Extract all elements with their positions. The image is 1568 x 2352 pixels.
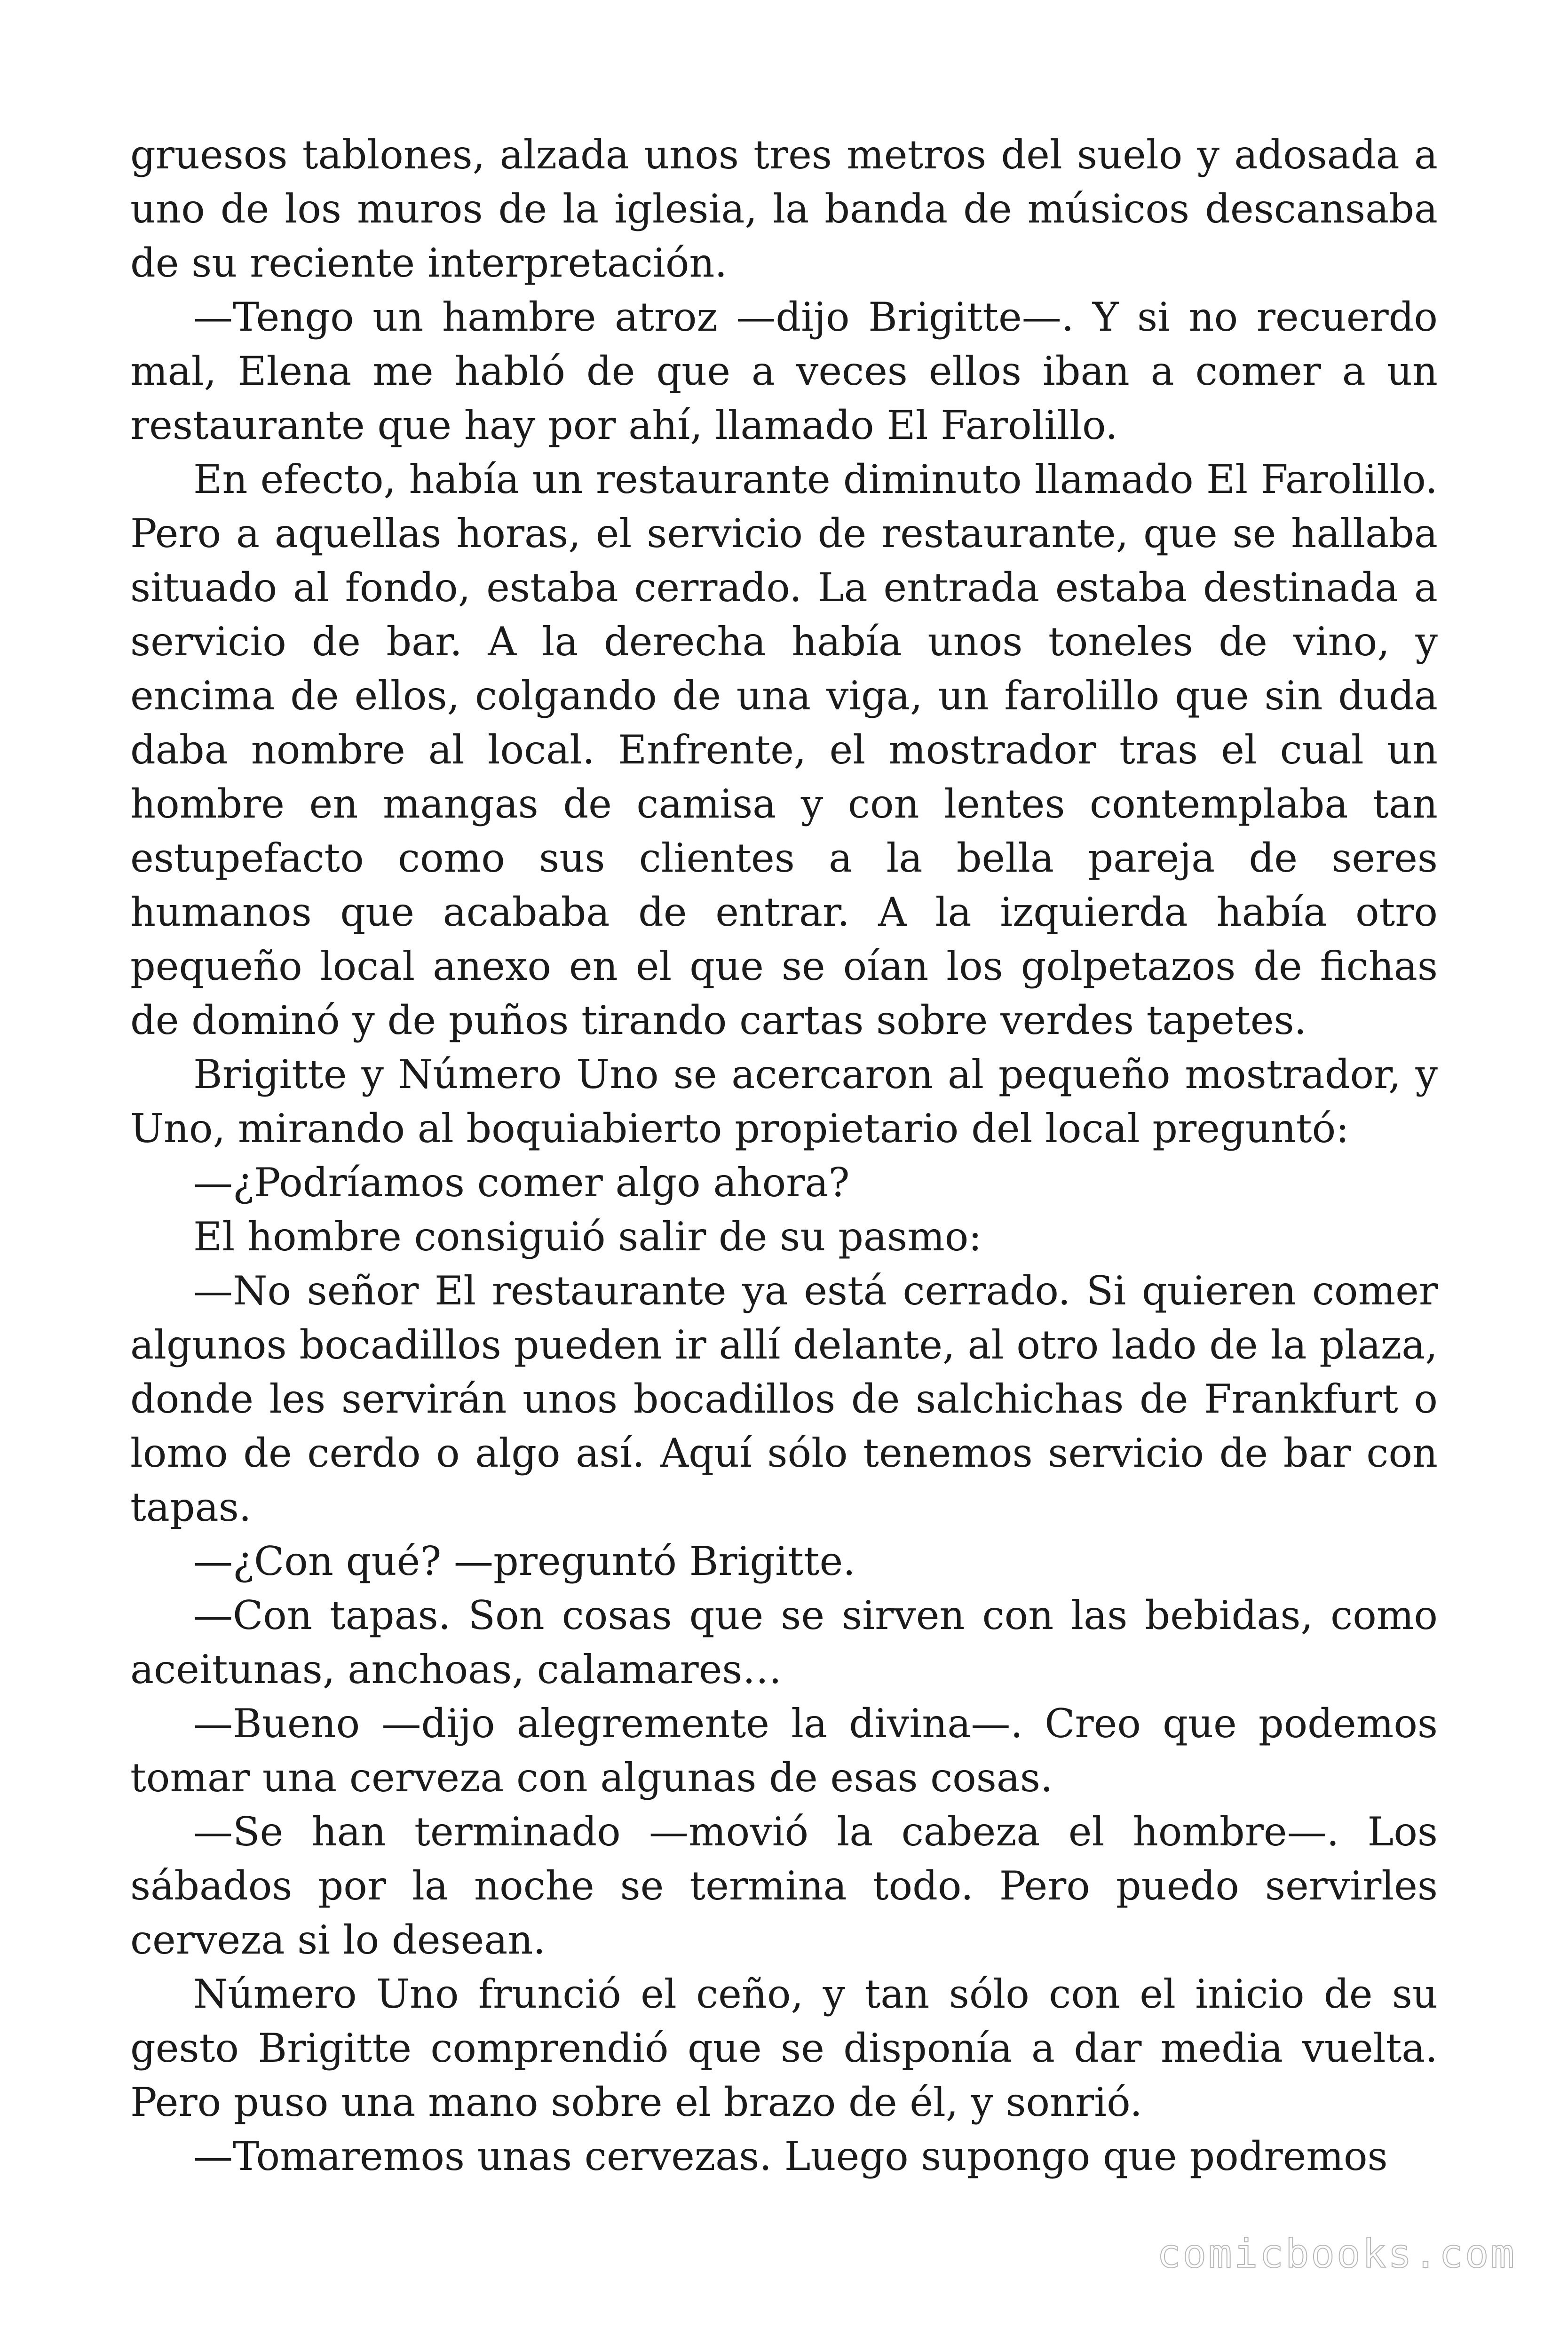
paragraph: El hombre consiguió salir de su pasmo: [193,1214,982,1260]
paragraph: Número Uno frunció el ceño, y tan sólo con el inicio de su gesto Brigitte comprendió que se disponía a dar media vuelta. Pero puso una mano sobre el brazo de él, y sonrió. [130,1971,1438,2125]
paragraph: —Tengo un hambre atroz —dijo Brigitte—. Y si no recuerdo mal, Elena me habló de que a veces ellos iban a comer a un restaurante que hay por ahí, llamado El Farolillo. [130,294,1438,448]
paragraph: —¿Con qué? —preguntó Brigitte. [193,1538,855,1584]
paragraph: —No señor El restaurante ya está cerrado. Si quieren comer algunos bocadillos pueden ir allí delante, al otro lado de la plaza, donde les servirán unos bocadillos de salchichas de Frankfurt o lomo de cerdo o algo así. Aquí sólo tenemos servicio de bar con tapas. [130,1268,1438,1530]
book-page [130,128,1438,2207]
paragraph: —Bueno —dijo alegremente la divina—. Creo que podemos tomar una cerveza con algunas de esas cosas. [130,1700,1438,1801]
paragraph: —¿Podríamos comer algo ahora? [193,1160,850,1206]
paragraph: gruesos tablones, alzada unos tres metros del suelo y adosada a uno de los muros de la iglesia, la banda de músicos descansaba de su reciente interpretación. [130,132,1438,286]
watermark: comicbooks.com [1156,2231,1516,2277]
paragraph: —Con tapas. Son cosas que se sirven con las bebidas, como aceitunas, anchoas, calamares… [130,1592,1438,1692]
paragraph: En efecto, había un restaurante diminuto llamado El Farolillo. Pero a aquellas horas, el servicio de restaurante, que se hallaba situado al fondo, estaba cerrado. La entrada estaba destinada a servicio de bar. A la derecha había unos toneles de vino, y encima de ellos, colgando de una viga, un farolillo que sin duda daba nombre al local. Enfrente, el mostrador tras el cual un hombre en mangas de camisa y con lentes contemplaba tan estupefacto como sus clientes a la bella pareja de seres humanos que acababa de entrar. A la izquierda había otro pequeño local anexo en el que se oían los golpetazos de fichas de dominó y de puños tirando cartas sobre verdes tapetes. [130,456,1438,1043]
paragraph: Brigitte y Número Uno se acercaron al pequeño mostrador, y Uno, mirando al boquiabierto propietario del local preguntó: [130,1051,1438,1152]
paragraph: —Tomaremos unas cervezas. Luego supongo que podremos [193,2133,1388,2179]
paragraph: —Se han terminado —movió la cabeza el hombre—. Los sábados por la noche se termina todo. Pero puedo servirles cerveza si lo desean. [130,1809,1438,1963]
